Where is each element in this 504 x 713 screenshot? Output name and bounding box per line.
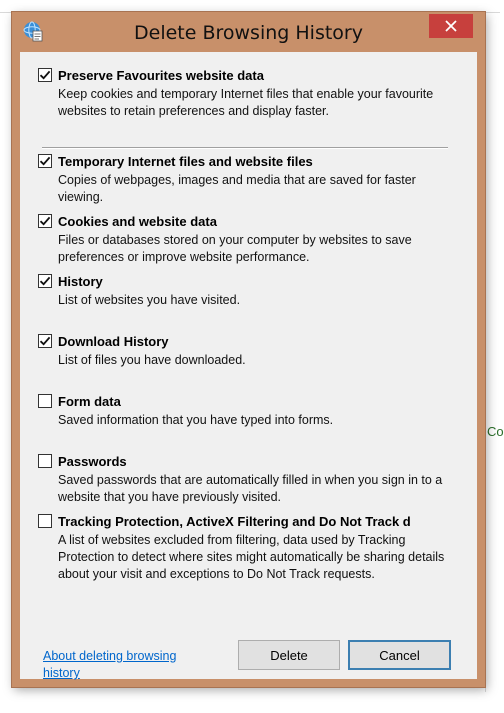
option-passwords — [38, 452, 468, 506]
option-description: Copies of webpages, images and media that are saved for faster viewing. — [58, 173, 416, 204]
option-label: Tracking Protection, ActiveX Filtering and Do Not Track d — [58, 513, 411, 529]
option-label: Form data — [58, 393, 121, 409]
option-tracking-protection — [38, 512, 468, 583]
option-preserve-favourites — [38, 66, 468, 120]
dialog-client-area — [20, 52, 477, 679]
option-label: History — [58, 273, 103, 289]
history-checkbox[interactable] — [38, 274, 52, 288]
tracking-protection-checkbox[interactable] — [38, 514, 52, 528]
option-description: A list of websites excluded from filtering, data used by Tracking Protection to detect where sites might automatically be sharing details about your visit and exceptions to Do Not Track requests. — [58, 533, 445, 581]
option-description: Keep cookies and temporary Internet files that enable your favourite websites to retain preferences and display faster. — [58, 87, 434, 118]
close-button[interactable] — [429, 14, 473, 38]
option-label: Temporary Internet files and website files — [58, 153, 313, 169]
temporary-files-checkbox[interactable] — [38, 154, 52, 168]
passwords-checkbox[interactable] — [38, 454, 52, 468]
preserve-favourites-checkbox[interactable] — [38, 68, 52, 82]
download-history-checkbox[interactable] — [38, 334, 52, 348]
option-label: Download History — [58, 333, 169, 349]
option-description: List of websites you have visited. — [58, 293, 241, 307]
checkmark-icon — [39, 335, 51, 347]
option-description: Saved information that you have typed into forms. — [58, 413, 334, 427]
option-description: Saved passwords that are automatically filled in when you sign in to a website that you have previously visited. — [58, 473, 443, 504]
background-panel-edge — [485, 12, 486, 692]
separator — [42, 147, 448, 149]
delete-browsing-history-dialog — [12, 12, 485, 687]
checkmark-icon — [39, 155, 51, 167]
checkmark-icon — [39, 275, 51, 287]
option-temporary-files — [38, 152, 468, 206]
option-history — [38, 272, 468, 309]
option-label: Preserve Favourites website data — [58, 67, 264, 83]
close-icon — [445, 20, 457, 32]
checkmark-icon — [39, 69, 51, 81]
delete-button[interactable]: Delete — [238, 640, 340, 670]
background-text-fragment: Co — [487, 424, 504, 439]
option-label: Passwords — [58, 453, 127, 469]
option-form-data — [38, 392, 468, 429]
form-data-checkbox[interactable] — [38, 394, 52, 408]
cancel-button[interactable]: Cancel — [348, 640, 451, 670]
option-description: List of files you have downloaded. — [58, 353, 246, 367]
option-description: Files or databases stored on your computer by websites to save preferences or improve website performance. — [58, 233, 412, 264]
about-deleting-history-link[interactable]: About deleting browsing history — [43, 649, 177, 680]
cookies-checkbox[interactable] — [38, 214, 52, 228]
option-download-history — [38, 332, 468, 369]
option-cookies — [38, 212, 468, 266]
title-bar[interactable] — [12, 12, 485, 52]
dialog-title: Delete Browsing History — [134, 22, 363, 44]
option-label: Cookies and website data — [58, 213, 217, 229]
checkmark-icon — [39, 215, 51, 227]
